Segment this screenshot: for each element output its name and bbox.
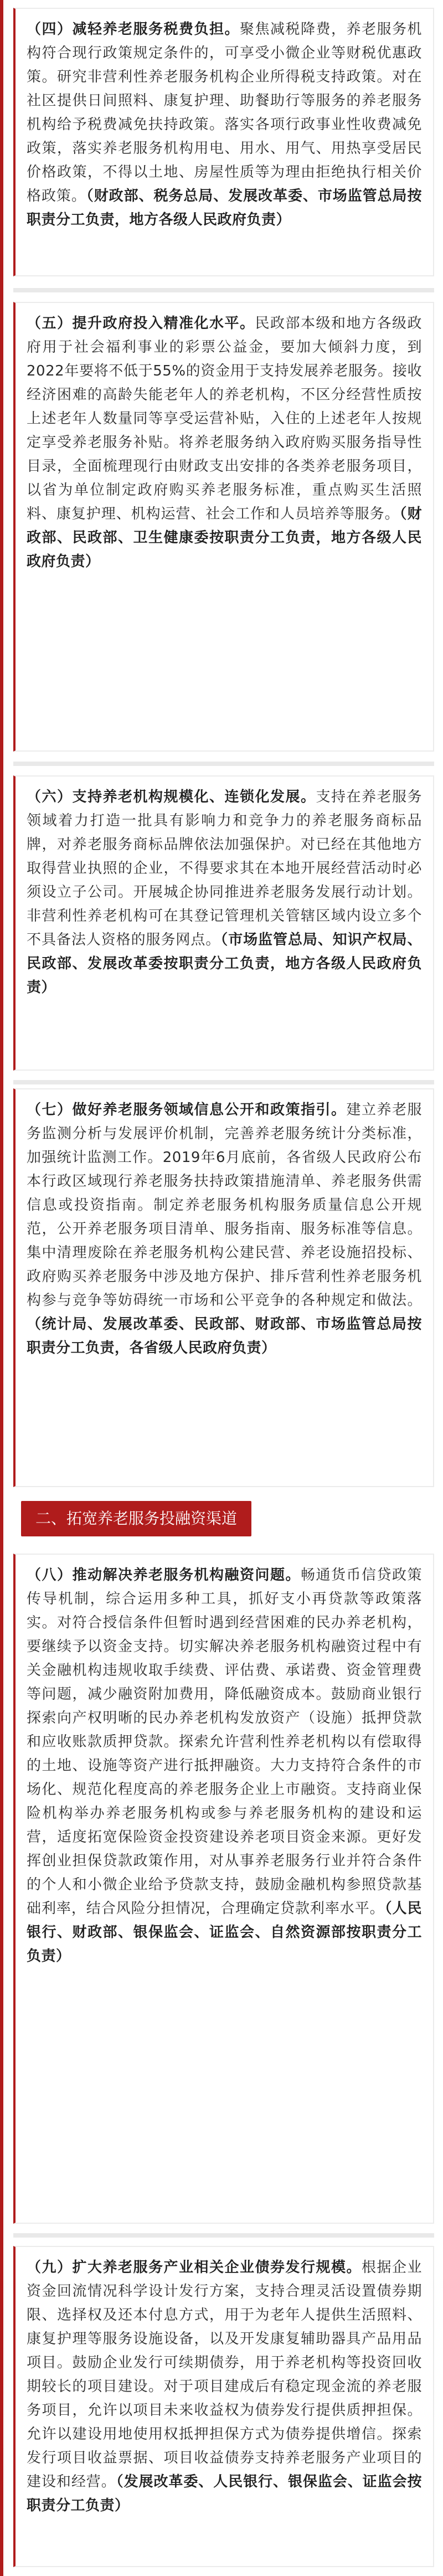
policy-title-9: （九）扩大养老服务产业相关企业债券发行规模。 [27,2259,362,2276]
policy-block-4 [13,8,434,276]
section-divider [13,1080,434,1084]
policy-paragraph-6 [27,785,422,1000]
policy-body-4: 聚焦减税降费，养老服务机构符合现行政策规定条件的，可享受小微企业等财税优惠政策。研究非营利性养老服务机构企业所得税支持政策。对在社区提供日间照料、康复护理、助餐助行等服务的养老服务机构给予税费减免扶持政策。落实各项行政事业性收费减免政策，落实养老服务机构用电、用水、用气、用热享受居民价格政策，不得以土地、房屋性质等为理由拒绝执行相关价格政策。 [27,21,422,204]
policy-duty-9: （发展改革委、人民银行、银保监会、证监会按职责分工负责） [27,2474,422,2514]
policy-duty-7: （统计局、发展改革委、民政部、财政部、市场监管总局按职责分工负责，各省级人民政府负责） [27,1316,422,1356]
section-heading: 二、拓宽养老服务投融资渠道 [21,1501,251,1536]
policy-title-6: （六）支持养老机构规模化、连锁化发展。 [27,789,316,805]
policy-title-5: （五）提升政府投入精准化水平。 [27,315,255,332]
policy-body-7: 建立养老服务监测分析与发展评价机制，完善养老服务统计分类标准，加强统计监测工作。2019年6月底前，各省级人民政府公布本行政区域现行养老服务扶持政策措施清单、养老服务供需信息或投资指南。制定养老服务机构服务质量信息公开规范，公开养老服务项目清单、服务指南、服务标准等信息。集中清理废除在养老服务机构公建民营、养老设施招投标、政府购买养老服务中涉及地方保护、排斥营利性养老服务机构参与竞争等妨碍统一市场和公平竞争的各种规定和做法。 [27,1102,422,1309]
policy-paragraph-8 [27,1564,422,1968]
policy-duty-6: （市场监管总局、知识产权局、民政部、发展改革委按职责分工负责，地方各级人民政府负责） [27,932,422,996]
policy-body-5: 民政部本级和地方各级政府用于社会福利事业的彩票公益金，要加大倾斜力度，到2022年要将不低于55%的资金用于支持发展养老服务。接收经济困难的高龄失能老年人的养老机构，不区分经营性质按上述老年人数量同等享受运营补贴，入住的上述老年人按规定享受养老服务补贴。将养老服务纳入政府购买服务指导性目录，全面梳理现行由财政支出安排的各类养老服务项目，以省为单位制定政府购买养老服务标准，重点购买生活照料、康复护理、机构运营、社会工作和人员培养等服务。 [27,315,422,522]
policy-block-9 [13,2246,434,2567]
policy-block-7 [13,1088,434,1487]
section-divider [13,762,434,766]
policy-paragraph-9 [27,2256,422,2518]
policy-title-7: （七）做好养老服务领域信息公开和政策指引。 [27,1102,347,1118]
policy-title-4: （四）减轻养老服务税费负担。 [27,21,240,38]
policy-duty-5: （财政部、民政部、卫生健康委按职责分工负责，地方各级人民政府负责） [27,506,422,570]
policy-body-9: 根据企业资金回流情况科学设计发行方案，支持合理灵活设置债券期限、选择权及还本付息方式，用于为老年人提供生活照料、康复护理等服务设施设备，以及开发康复辅助器具产品用品项目。鼓励企业发行可续期债券，用于养老机构等投资回收期较长的项目建设。对于项目建成后有稳定现金流的养老服务项目，允许以项目未来收益权为债券发行提供质押担保。允许以建设用地使用权抵押担保方式为债券提供增信。探索发行项目收益票据、项目收益债券支持养老服务产业项目的建设和经营。 [27,2259,422,2490]
policy-duty-4: （财政部、税务总局、发展改革委、市场监管总局按职责分工负责，地方各级人民政府负责） [27,188,422,228]
policy-paragraph-5 [27,312,422,574]
policy-block-6 [13,775,434,1071]
policy-body-8: 畅通货币信贷政策传导机制，综合运用多种工具，抓好支小再贷款等政策落实。对符合授信条件但暂时遇到经营困难的民办养老机构，要继续予以资金支持。切实解决养老服务机构融资过程中有关金融机构违规收取手续费、评估费、承诺费、资金管理费等问题，减少融资附加费用，降低融资成本。鼓励商业银行探索向产权明晰的民办养老机构发放资产（设施）抵押贷款和应收账款质押贷款。探索允许营利性养老机构以有偿取得的土地、设施等资产进行抵押融资。大力支持符合条件的市场化、规范化程度高的养老服务企业上市融资。支持商业保险机构举办养老服务机构或参与养老服务机构的建设和运营，适度拓宽保险资金投资建设养老项目资金来源。更好发挥创业担保贷款政策作用，对从事养老服务行业并符合条件的个人和小微企业给予贷款支持，鼓励金融机构参照贷款基础利率，结合风险分担情况，合理确定贷款利率水平。 [27,1567,422,1917]
policy-block-8 [13,1554,434,2224]
policy-block-5 [13,302,434,752]
section-divider [13,288,434,292]
policy-body-6: 支持在养老服务领域着力打造一批具有影响力和竞争力的养老服务商标品牌，对养老服务商标品牌依法加强保护。对已经在其他地方取得营业执照的企业，不得要求其在本地开展经营活动时必须设立子公司。开展城企协同推进养老服务发展行动计划。非营利性养老机构可在其登记管理机关管辖区域内设立多个不具备法人资格的服务网点。 [27,789,422,948]
policy-paragraph-7 [27,1098,422,1360]
section-divider [13,2233,434,2238]
policy-duty-8: （人民银行、财政部、银保监会、证监会、自然资源部按职责分工负责） [27,1900,422,1965]
policy-paragraph-4 [27,18,422,232]
policy-title-8: （八）推动解决养老服务机构融资问题。 [27,1567,301,1583]
